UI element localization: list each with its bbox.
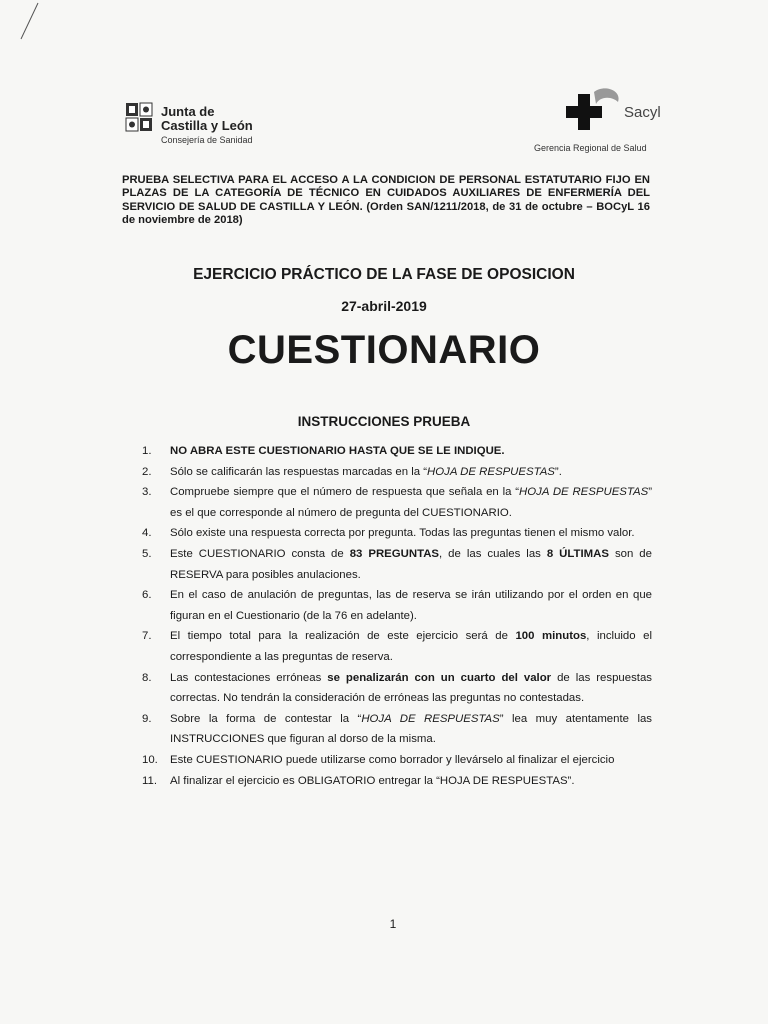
instruction-text: 8 ÚLTIMAS (546, 547, 609, 560)
instruction-text: En el caso de anulación de preguntas, las de reserva se irán utilizando por el orden en que figuran en el Cuestionario (de la 76 en adelante). (170, 589, 652, 622)
instruction-item (142, 482, 652, 523)
instruction-number: 4. (142, 527, 152, 540)
instruction-text: Las contestaciones erróneas (170, 671, 328, 684)
instruction-text: ”. (554, 465, 562, 478)
instruction-number: 5. (142, 547, 152, 560)
instruction-number: 8. (142, 671, 152, 684)
sacyl-cross-icon (566, 86, 626, 136)
instruction-text: Sobre la forma de contestar la “ (170, 712, 362, 725)
instruction-item (142, 441, 652, 462)
logo-text-line2: Castilla y León (161, 118, 253, 133)
main-title: CUESTIONARIO (227, 328, 541, 372)
instruction-number: 1. (142, 445, 152, 457)
instruction-number: 11. (142, 774, 157, 787)
instruction-text: ” es el que corresponde al número de pregunta del CUESTIONARIO. (170, 486, 652, 519)
instruction-text: Al finalizar el ejercicio es OBLIGATORIO entregar la “HOJA DE RESPUESTAS”. (170, 774, 575, 787)
exam-date: 27-abril-2019 (341, 298, 427, 314)
exam-description: PRUEBA SELECTIVA PARA EL ACCESO A LA CONDICION DE PERSONAL ESTATUTARIO FIJO EN PLAZAS DE LA CATEGORÍA DE TÉCNICO EN CUIDADOS AUXILIARES DE ENFERMERÍA DEL SERVICIO DE SALUD DE CASTILLA Y LEÓN. (Orden SAN/1211/2018, de 31 de octubre – BOCyL 16 de noviembre de 2018) (122, 174, 650, 227)
instruction-item (142, 771, 652, 792)
page-number: 1 (389, 917, 397, 931)
exercise-title: EJERCICIO PRÁCTICO DE LA FASE DE OPOSICION (193, 266, 575, 283)
instruction-text: Compruebe siempre que el número de respuesta que señala en la “ (170, 486, 520, 499)
junta-castilla-leon-logo (125, 102, 285, 148)
instruction-text: son de RESERVA para posibles anulaciones. (170, 547, 652, 581)
instruction-item (142, 626, 652, 667)
instruction-number: 6. (142, 589, 152, 602)
instruction-text: , incluido el correspondiente a las preguntas de reserva. (170, 630, 652, 663)
instruction-text: Sólo existe una respuesta correcta por pregunta. Todas las preguntas tienen el mismo valor. (170, 527, 635, 540)
instruction-item (142, 750, 652, 771)
instruction-item (142, 544, 652, 585)
instruction-text: Este CUESTIONARIO puede utilizarse como borrador y llevárselo al finalizar el ejercicio (170, 753, 615, 766)
instruction-item (142, 668, 652, 709)
instruction-number: 7. (142, 630, 152, 643)
instruction-item (142, 462, 652, 483)
instruction-text: El tiempo total para la realización de este ejercicio será de (170, 630, 516, 643)
instructions-heading: INSTRUCCIONES PRUEBA (297, 414, 471, 429)
instruction-item (142, 523, 652, 544)
sacyl-subtitle: Gerencia Regional de Salud (534, 143, 647, 153)
instruction-text: 100 minutos (515, 630, 587, 643)
instruction-text: 83 PREGUNTAS (349, 547, 440, 560)
instruction-number: 10. (142, 753, 158, 766)
instruction-text: HOJA DE RESPUESTAS (519, 486, 649, 499)
instruction-text: Sólo se calificarán las respuestas marcadas en la “ (170, 465, 428, 478)
sacyl-name: Sacyl (624, 104, 661, 121)
instruction-text: , de las cuales las (439, 547, 547, 560)
coat-of-arms-icon (125, 102, 155, 134)
pen-stroke-mark (18, 2, 40, 42)
instruction-number: 3. (142, 486, 152, 499)
instruction-text: de las respuestas correctas. No tendrán la consideración de erróneas las preguntas no contestadas. (170, 671, 652, 705)
instruction-text: Este CUESTIONARIO consta de (170, 547, 350, 560)
logo-subtitle: Consejería de Sanidad (161, 135, 253, 145)
instruction-text: NO ABRA ESTE CUESTIONARIO HASTA QUE SE LE INDIQUE. (170, 445, 505, 457)
instruction-text: ” lea muy atentamente las INSTRUCCIONES que figuran al dorso de la misma. (170, 712, 653, 746)
instruction-text: se penalizarán con un cuarto del valor (327, 671, 552, 684)
instruction-number: 2. (142, 465, 152, 478)
instructions-list (142, 441, 652, 791)
instruction-item (142, 709, 652, 750)
sacyl-logo (532, 86, 682, 156)
instruction-text: HOJA DE RESPUESTAS (427, 465, 555, 478)
instruction-text: HOJA DE RESPUESTAS (361, 712, 500, 725)
instruction-number: 9. (142, 712, 152, 725)
instruction-item (142, 585, 652, 626)
logo-text-line1: Junta de (161, 104, 215, 119)
